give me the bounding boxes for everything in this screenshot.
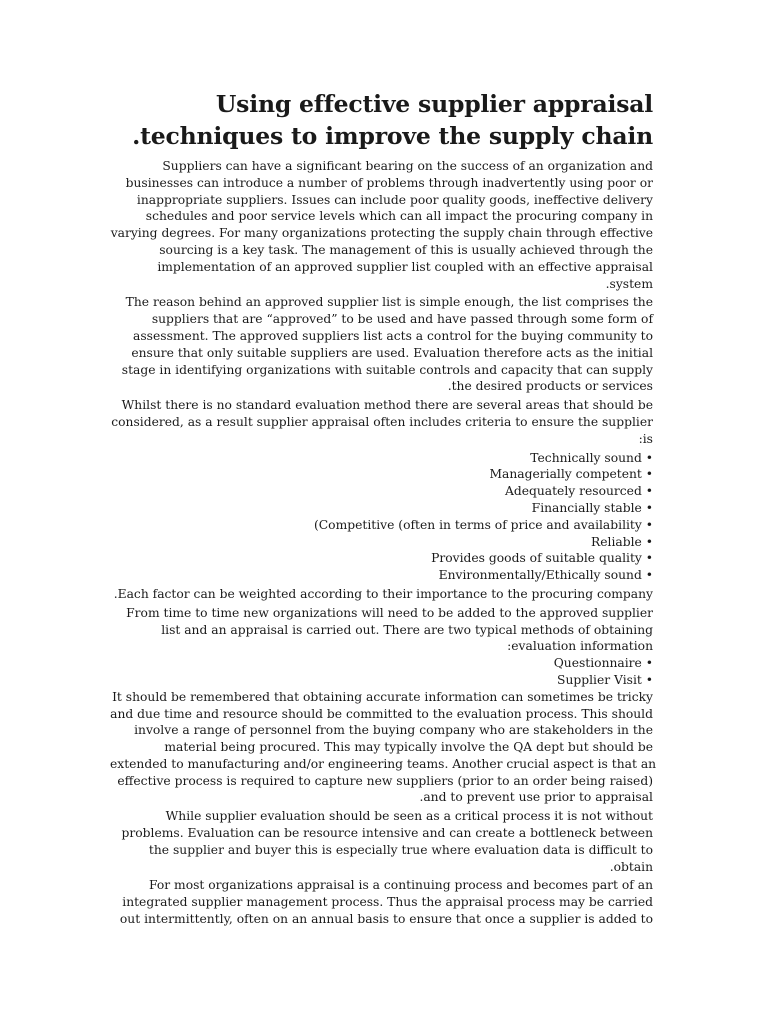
text-line: effective process is required to capture new suppliers (prior to an order being raised) bbox=[117, 773, 653, 788]
text-line: From time to time new organizations will need to be added to the approved supplier bbox=[126, 605, 653, 620]
paragraph-approved-list bbox=[110, 294, 653, 395]
text-line: assessment. The approved suppliers list acts a control for the buying community to bbox=[133, 328, 653, 343]
text-line: .Each factor can be weighted according to their importance to the procuring company bbox=[113, 586, 653, 601]
text-line: suppliers that are “approved” to be used and have passed through some form of bbox=[151, 312, 653, 327]
text-line: businesses can introduce a number of problems through inadvertently using poor or bbox=[125, 175, 653, 190]
text-line: For most organizations appraisal is a continuing process and becomes part of an bbox=[148, 878, 653, 893]
text-line: sourcing is a key task. The management of this is usually achieved through the bbox=[159, 242, 653, 257]
text-line: considered, as a result supplier appraisal often includes criteria to ensure the supplier bbox=[111, 414, 653, 429]
paragraph-accurate-information bbox=[110, 689, 657, 807]
text-line: integrated supplier management process. Thus the appraisal process may be carried bbox=[122, 895, 653, 910]
text-line: extended to manufacturing and/or engineering teams. Another crucial aspect is that an bbox=[110, 756, 657, 771]
paragraph-weighting bbox=[110, 586, 653, 603]
list-item: Supplier Visit • bbox=[557, 672, 653, 687]
text-line: varying degrees. For many organizations protecting the supply chain through effective bbox=[110, 226, 653, 241]
text-line: stage in identifying organizations with suitable controls and capacity that can supply bbox=[121, 362, 653, 377]
text-line: :is bbox=[638, 431, 653, 446]
text-line: .the desired products or services bbox=[447, 379, 653, 394]
paragraph-evaluation-criteria bbox=[110, 397, 653, 447]
list-item: Technically sound • bbox=[530, 450, 653, 465]
text-line: Suppliers can have a significant bearing on the success of an organization and bbox=[162, 159, 653, 173]
text-line: inappropriate suppliers. Issues can include poor quality goods, ineffective delivery bbox=[136, 192, 653, 207]
text-line: .and to prevent use prior to appraisal bbox=[419, 790, 653, 805]
paragraph-intro bbox=[110, 158, 653, 292]
text-line: The reason behind an approved supplier list is simple enough, the list comprises the bbox=[125, 295, 653, 310]
text-line: schedules and poor service levels which can all impact the procuring company in bbox=[145, 209, 653, 224]
document-title bbox=[110, 88, 653, 152]
text-line: .system bbox=[605, 276, 653, 291]
document-page bbox=[110, 88, 657, 930]
text-line: It should be remembered that obtaining accurate information can sometimes be tricky bbox=[112, 689, 653, 704]
text-line: implementation of an approved supplier list coupled with an effective appraisal bbox=[157, 259, 653, 274]
list-item: Reliable • bbox=[591, 534, 653, 549]
list-item: Adequately resourced • bbox=[504, 484, 653, 499]
text-line: ensure that only suitable suppliers are used. Evaluation therefore acts as the initial bbox=[131, 345, 653, 360]
text-line: involve a range of personnel from the buying company who are stakeholders in the bbox=[134, 723, 653, 738]
text-line: the supplier and buyer this is especially true where evaluation data is difficult to bbox=[148, 842, 653, 857]
list-item: (Competitive (often in terms of price and availability • bbox=[313, 517, 653, 532]
paragraph-continuing-process bbox=[110, 877, 653, 927]
text-line: .obtain bbox=[609, 859, 653, 874]
paragraph-new-suppliers bbox=[110, 605, 653, 655]
text-line: :evaluation information bbox=[507, 639, 653, 654]
criteria-list bbox=[110, 450, 653, 584]
list-item: Questionnaire • bbox=[553, 656, 653, 671]
title-line: Using effective supplier appraisal bbox=[215, 90, 653, 118]
text-line: list and an appraisal is carried out. There are two typical methods of obtaining bbox=[161, 622, 653, 637]
text-line: and due time and resource should be committed to the evaluation process. This should bbox=[110, 706, 653, 721]
text-line: problems. Evaluation can be resource intensive and can create a bottleneck between bbox=[121, 826, 653, 841]
list-item: Provides goods of suitable quality • bbox=[431, 551, 653, 566]
list-item: Managerially competent • bbox=[489, 467, 653, 482]
text-line: Whilst there is no standard evaluation method there are several areas that should be bbox=[121, 398, 653, 413]
text-line: out intermittently, often on an annual basis to ensure that once a supplier is added to bbox=[119, 912, 653, 927]
text-line: material being procured. This may typically involve the QA dept but should be bbox=[164, 740, 653, 755]
paragraph-evaluation-problems bbox=[110, 808, 653, 875]
text-line: While supplier evaluation should be seen as a critical process it is not without bbox=[165, 809, 653, 824]
methods-list bbox=[110, 655, 653, 689]
list-item: Financially stable • bbox=[531, 500, 653, 515]
title-line: .techniques to improve the supply chain bbox=[132, 122, 653, 150]
list-item: Environmentally/Ethically sound • bbox=[438, 568, 653, 583]
